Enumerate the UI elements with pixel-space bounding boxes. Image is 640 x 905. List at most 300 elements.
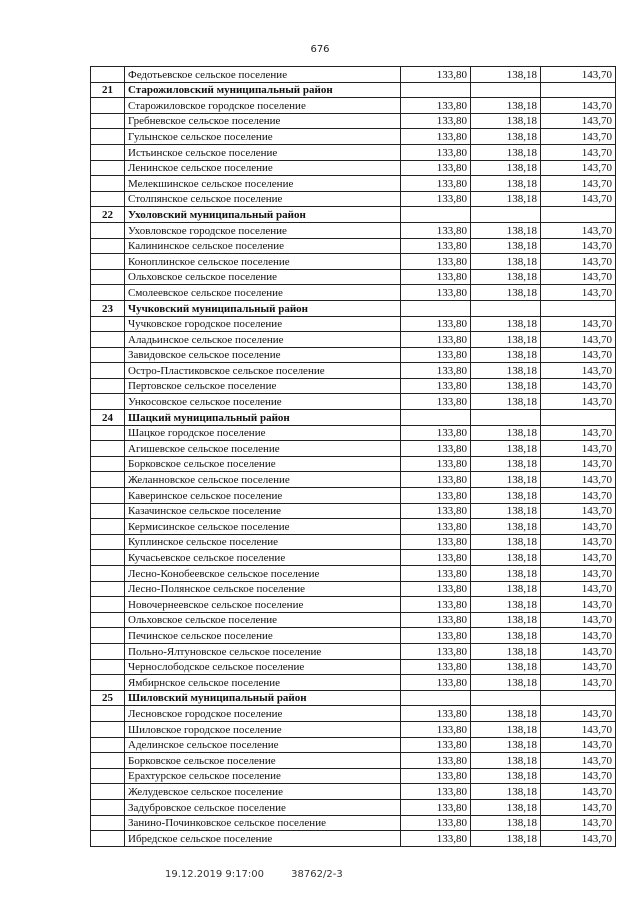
row-name-cell: Борковское сельское поселение <box>125 456 401 472</box>
row-value-2-cell: 138,18 <box>471 98 541 114</box>
row-value-1-cell: 133,80 <box>401 316 471 332</box>
table-row <box>91 144 616 160</box>
row-value-1-cell: 133,80 <box>401 706 471 722</box>
row-name-cell: Калининское сельское поселение <box>125 238 401 254</box>
row-value-2-cell: 138,18 <box>471 799 541 815</box>
row-value-2-cell: 138,18 <box>471 831 541 847</box>
row-name-cell: Аладьинское сельское поселение <box>125 332 401 348</box>
row-value-3-cell: 143,70 <box>541 144 616 160</box>
row-value-1-cell: 133,80 <box>401 394 471 410</box>
row-value-1-cell: 133,80 <box>401 332 471 348</box>
row-number-cell: 24 <box>91 410 125 426</box>
table-row <box>91 129 616 145</box>
row-name-cell: Лесно-Полянское сельское поселение <box>125 581 401 597</box>
row-value-3-cell: 143,70 <box>541 597 616 613</box>
row-name-cell: Каверинское сельское поселение <box>125 488 401 504</box>
row-value-1-cell: 133,80 <box>401 222 471 238</box>
row-value-3-cell: 143,70 <box>541 332 616 348</box>
table-row <box>91 98 616 114</box>
row-value-2-cell: 138,18 <box>471 316 541 332</box>
row-value-3-cell: 143,70 <box>541 488 616 504</box>
row-value-1-cell: 133,80 <box>401 784 471 800</box>
row-number-cell <box>91 363 125 379</box>
row-number-cell <box>91 737 125 753</box>
row-value-2-cell: 138,18 <box>471 721 541 737</box>
row-name-cell: Старожиловское городское поселение <box>125 98 401 114</box>
table-row <box>91 425 616 441</box>
row-name-cell: Ленинское сельское поселение <box>125 160 401 176</box>
table-row <box>91 472 616 488</box>
row-value-3-cell <box>541 82 616 98</box>
table-row <box>91 659 616 675</box>
row-value-2-cell: 138,18 <box>471 285 541 301</box>
table-row <box>91 519 616 535</box>
row-number-cell <box>91 144 125 160</box>
row-number-cell <box>91 628 125 644</box>
row-number-cell <box>91 815 125 831</box>
row-name-cell: Желудевское сельское поселение <box>125 784 401 800</box>
row-value-2-cell: 138,18 <box>471 612 541 628</box>
row-value-1-cell: 133,80 <box>401 176 471 192</box>
footer <box>165 869 343 880</box>
row-number-cell: 22 <box>91 207 125 223</box>
table-row <box>91 721 616 737</box>
row-value-2-cell: 138,18 <box>471 160 541 176</box>
row-value-3-cell: 143,70 <box>541 643 616 659</box>
row-value-1-cell: 133,80 <box>401 628 471 644</box>
row-value-3-cell: 143,70 <box>541 347 616 363</box>
row-value-3-cell: 143,70 <box>541 129 616 145</box>
row-number-cell <box>91 222 125 238</box>
row-number-cell <box>91 768 125 784</box>
row-value-2-cell: 138,18 <box>471 737 541 753</box>
row-number-cell <box>91 519 125 535</box>
table-row <box>91 597 616 613</box>
row-value-2-cell: 138,18 <box>471 394 541 410</box>
table-row <box>91 332 616 348</box>
table-row <box>91 222 616 238</box>
row-value-1-cell: 133,80 <box>401 378 471 394</box>
table-row <box>91 550 616 566</box>
row-value-2-cell: 138,18 <box>471 472 541 488</box>
table-row <box>91 737 616 753</box>
row-number-cell <box>91 550 125 566</box>
row-value-3-cell: 143,70 <box>541 784 616 800</box>
row-number-cell <box>91 129 125 145</box>
row-value-3-cell: 143,70 <box>541 222 616 238</box>
table-row <box>91 441 616 457</box>
row-value-3-cell: 143,70 <box>541 737 616 753</box>
row-value-1-cell <box>401 300 471 316</box>
row-value-3-cell: 143,70 <box>541 160 616 176</box>
row-value-2-cell: 138,18 <box>471 191 541 207</box>
row-value-3-cell: 143,70 <box>541 519 616 535</box>
row-value-1-cell: 133,80 <box>401 721 471 737</box>
row-number-cell <box>91 659 125 675</box>
row-value-3-cell: 143,70 <box>541 753 616 769</box>
district-row <box>91 82 616 98</box>
row-name-cell: Чучковский муниципальный район <box>125 300 401 316</box>
row-value-3-cell: 143,70 <box>541 191 616 207</box>
row-value-2-cell: 138,18 <box>471 815 541 831</box>
table-row <box>91 347 616 363</box>
row-value-3-cell: 143,70 <box>541 98 616 114</box>
table-row <box>91 113 616 129</box>
row-name-cell: Задубровское сельское поселение <box>125 799 401 815</box>
row-name-cell: Занино-Починковское сельское поселение <box>125 815 401 831</box>
table-row <box>91 799 616 815</box>
row-number-cell <box>91 831 125 847</box>
row-value-1-cell: 133,80 <box>401 113 471 129</box>
row-number-cell <box>91 269 125 285</box>
row-name-cell: Чучковское городское поселение <box>125 316 401 332</box>
row-name-cell: Агишевское сельское поселение <box>125 441 401 457</box>
table-row <box>91 160 616 176</box>
row-value-2-cell: 138,18 <box>471 643 541 659</box>
row-value-1-cell: 133,80 <box>401 815 471 831</box>
row-name-cell: Ункосовское сельское поселение <box>125 394 401 410</box>
row-value-1-cell: 133,80 <box>401 799 471 815</box>
row-number-cell <box>91 472 125 488</box>
page-number: 676 <box>310 44 330 55</box>
row-value-2-cell: 138,18 <box>471 113 541 129</box>
table-row <box>91 768 616 784</box>
row-value-2-cell: 138,18 <box>471 378 541 394</box>
row-name-cell: Шиловский муниципальный район <box>125 690 401 706</box>
row-value-1-cell: 133,80 <box>401 425 471 441</box>
row-value-3-cell: 143,70 <box>541 768 616 784</box>
row-value-3-cell: 143,70 <box>541 815 616 831</box>
row-value-2-cell <box>471 82 541 98</box>
row-value-2-cell: 138,18 <box>471 67 541 83</box>
table-row <box>91 238 616 254</box>
row-number-cell <box>91 597 125 613</box>
row-number-cell <box>91 706 125 722</box>
table-row <box>91 285 616 301</box>
row-number-cell <box>91 98 125 114</box>
row-number-cell <box>91 316 125 332</box>
row-name-cell: Федотьевское сельское поселение <box>125 67 401 83</box>
table-row <box>91 628 616 644</box>
row-name-cell: Печинское сельское поселение <box>125 628 401 644</box>
row-value-3-cell: 143,70 <box>541 176 616 192</box>
row-value-2-cell <box>471 300 541 316</box>
row-name-cell: Куплинское сельское поселение <box>125 534 401 550</box>
row-number-cell <box>91 456 125 472</box>
row-value-3-cell: 143,70 <box>541 721 616 737</box>
row-name-cell: Казачинское сельское поселение <box>125 503 401 519</box>
row-name-cell: Желанновское сельское поселение <box>125 472 401 488</box>
row-number-cell <box>91 425 125 441</box>
row-value-1-cell: 133,80 <box>401 659 471 675</box>
row-value-2-cell: 138,18 <box>471 566 541 582</box>
table-row <box>91 706 616 722</box>
row-name-cell: Кучасьевское сельское поселение <box>125 550 401 566</box>
row-value-1-cell: 133,80 <box>401 503 471 519</box>
row-number-cell <box>91 441 125 457</box>
row-name-cell: Ибредское сельское поселение <box>125 831 401 847</box>
row-number-cell <box>91 238 125 254</box>
row-number-cell <box>91 612 125 628</box>
row-value-1-cell: 133,80 <box>401 144 471 160</box>
table-row <box>91 191 616 207</box>
row-number-cell <box>91 285 125 301</box>
row-name-cell: Мелекшинское сельское поселение <box>125 176 401 192</box>
row-value-3-cell: 143,70 <box>541 566 616 582</box>
row-number-cell <box>91 581 125 597</box>
row-number-cell <box>91 160 125 176</box>
row-value-3-cell <box>541 410 616 426</box>
row-value-1-cell: 133,80 <box>401 675 471 691</box>
row-value-2-cell: 138,18 <box>471 519 541 535</box>
table-row <box>91 534 616 550</box>
row-number-cell <box>91 721 125 737</box>
tariff-table <box>90 66 616 847</box>
row-number-cell <box>91 176 125 192</box>
row-value-3-cell: 143,70 <box>541 113 616 129</box>
row-value-2-cell: 138,18 <box>471 534 541 550</box>
row-value-1-cell: 133,80 <box>401 269 471 285</box>
row-value-1-cell: 133,80 <box>401 98 471 114</box>
row-number-cell <box>91 394 125 410</box>
row-value-1-cell: 133,80 <box>401 160 471 176</box>
row-value-1-cell: 133,80 <box>401 129 471 145</box>
row-name-cell: Завидовское сельское поселение <box>125 347 401 363</box>
row-value-3-cell: 143,70 <box>541 550 616 566</box>
table-row <box>91 831 616 847</box>
row-name-cell: Коноплинское сельское поселение <box>125 254 401 270</box>
table-row <box>91 316 616 332</box>
row-value-3-cell: 143,70 <box>541 534 616 550</box>
row-number-cell <box>91 191 125 207</box>
footer-doc-id: 38762/2-3 <box>291 869 343 880</box>
table-row <box>91 753 616 769</box>
row-value-2-cell: 138,18 <box>471 222 541 238</box>
row-value-1-cell: 133,80 <box>401 238 471 254</box>
row-value-2-cell: 138,18 <box>471 363 541 379</box>
row-number-cell <box>91 503 125 519</box>
row-value-2-cell: 138,18 <box>471 659 541 675</box>
row-value-2-cell: 138,18 <box>471 456 541 472</box>
row-value-1-cell: 133,80 <box>401 67 471 83</box>
row-name-cell: Гулынское сельское поселение <box>125 129 401 145</box>
table-row <box>91 815 616 831</box>
row-value-2-cell <box>471 410 541 426</box>
row-value-3-cell <box>541 300 616 316</box>
table-row <box>91 378 616 394</box>
row-value-1-cell <box>401 690 471 706</box>
table-row <box>91 784 616 800</box>
row-value-2-cell: 138,18 <box>471 706 541 722</box>
row-name-cell: Пертовское сельское поселение <box>125 378 401 394</box>
row-value-1-cell: 133,80 <box>401 347 471 363</box>
row-name-cell: Шиловское городское поселение <box>125 721 401 737</box>
row-value-2-cell: 138,18 <box>471 269 541 285</box>
table-row <box>91 581 616 597</box>
row-value-2-cell: 138,18 <box>471 550 541 566</box>
row-value-1-cell: 133,80 <box>401 285 471 301</box>
table-row <box>91 566 616 582</box>
row-value-1-cell: 133,80 <box>401 612 471 628</box>
row-value-1-cell <box>401 82 471 98</box>
row-value-3-cell: 143,70 <box>541 425 616 441</box>
row-value-2-cell: 138,18 <box>471 675 541 691</box>
row-value-1-cell: 133,80 <box>401 768 471 784</box>
row-value-3-cell: 143,70 <box>541 675 616 691</box>
table-row <box>91 456 616 472</box>
row-number-cell <box>91 67 125 83</box>
row-value-2-cell <box>471 207 541 223</box>
table-row <box>91 363 616 379</box>
row-name-cell: Аделинское сельское поселение <box>125 737 401 753</box>
row-number-cell: 21 <box>91 82 125 98</box>
row-value-1-cell: 133,80 <box>401 488 471 504</box>
row-value-3-cell: 143,70 <box>541 254 616 270</box>
row-value-1-cell: 133,80 <box>401 519 471 535</box>
row-name-cell: Уховловское городское поселение <box>125 222 401 238</box>
row-value-2-cell: 138,18 <box>471 176 541 192</box>
row-name-cell: Столпянское сельское поселение <box>125 191 401 207</box>
row-value-1-cell: 133,80 <box>401 550 471 566</box>
row-value-2-cell: 138,18 <box>471 238 541 254</box>
row-value-2-cell: 138,18 <box>471 597 541 613</box>
row-value-1-cell <box>401 410 471 426</box>
row-name-cell: Остро-Пластиковское сельское поселение <box>125 363 401 379</box>
row-value-2-cell: 138,18 <box>471 628 541 644</box>
row-number-cell <box>91 332 125 348</box>
row-name-cell: Ерахтурское сельское поселение <box>125 768 401 784</box>
row-value-2-cell: 138,18 <box>471 488 541 504</box>
row-value-2-cell: 138,18 <box>471 254 541 270</box>
row-value-1-cell <box>401 207 471 223</box>
row-value-2-cell: 138,18 <box>471 144 541 160</box>
district-row <box>91 300 616 316</box>
row-value-3-cell: 143,70 <box>541 581 616 597</box>
row-value-2-cell: 138,18 <box>471 332 541 348</box>
table-row <box>91 643 616 659</box>
table-row <box>91 612 616 628</box>
row-value-3-cell: 143,70 <box>541 285 616 301</box>
row-number-cell <box>91 566 125 582</box>
row-value-3-cell: 143,70 <box>541 441 616 457</box>
row-name-cell: Ухоловский муниципальный район <box>125 207 401 223</box>
row-value-2-cell: 138,18 <box>471 425 541 441</box>
row-name-cell: Истьинское сельское поселение <box>125 144 401 160</box>
row-value-3-cell: 143,70 <box>541 238 616 254</box>
row-name-cell: Ямбирнское сельское поселение <box>125 675 401 691</box>
row-value-2-cell <box>471 690 541 706</box>
row-value-2-cell: 138,18 <box>471 784 541 800</box>
row-value-1-cell: 133,80 <box>401 472 471 488</box>
row-number-cell <box>91 113 125 129</box>
row-value-1-cell: 133,80 <box>401 456 471 472</box>
row-value-2-cell: 138,18 <box>471 441 541 457</box>
table-row <box>91 503 616 519</box>
row-name-cell: Лесно-Конобеевское сельское поселение <box>125 566 401 582</box>
row-value-3-cell: 143,70 <box>541 363 616 379</box>
row-value-1-cell: 133,80 <box>401 191 471 207</box>
row-number-cell <box>91 799 125 815</box>
row-value-3-cell: 143,70 <box>541 316 616 332</box>
row-value-3-cell: 143,70 <box>541 628 616 644</box>
row-number-cell <box>91 378 125 394</box>
row-value-3-cell: 143,70 <box>541 472 616 488</box>
row-value-1-cell: 133,80 <box>401 363 471 379</box>
table-row <box>91 488 616 504</box>
table-row <box>91 176 616 192</box>
row-number-cell <box>91 488 125 504</box>
row-value-1-cell: 133,80 <box>401 597 471 613</box>
row-value-2-cell: 138,18 <box>471 347 541 363</box>
row-number-cell <box>91 784 125 800</box>
row-name-cell: Смолеевское сельское поселение <box>125 285 401 301</box>
row-name-cell: Шацкое городское поселение <box>125 425 401 441</box>
row-number-cell <box>91 675 125 691</box>
row-value-1-cell: 133,80 <box>401 643 471 659</box>
row-number-cell <box>91 753 125 769</box>
table-row <box>91 394 616 410</box>
row-name-cell: Ольховское сельское поселение <box>125 269 401 285</box>
row-name-cell: Ольховское сельское поселение <box>125 612 401 628</box>
district-row <box>91 207 616 223</box>
row-value-3-cell: 143,70 <box>541 612 616 628</box>
row-name-cell: Старожиловский муниципальный район <box>125 82 401 98</box>
row-value-2-cell: 138,18 <box>471 581 541 597</box>
row-number-cell <box>91 643 125 659</box>
table-row <box>91 675 616 691</box>
row-value-3-cell <box>541 207 616 223</box>
row-value-1-cell: 133,80 <box>401 831 471 847</box>
row-name-cell: Кермисинское сельское поселение <box>125 519 401 535</box>
row-name-cell: Новочернеевское сельское поселение <box>125 597 401 613</box>
row-value-1-cell: 133,80 <box>401 581 471 597</box>
row-value-1-cell: 133,80 <box>401 441 471 457</box>
row-value-2-cell: 138,18 <box>471 129 541 145</box>
row-value-2-cell: 138,18 <box>471 753 541 769</box>
row-value-1-cell: 133,80 <box>401 534 471 550</box>
row-value-3-cell: 143,70 <box>541 831 616 847</box>
row-name-cell: Борковское сельское поселение <box>125 753 401 769</box>
district-row <box>91 690 616 706</box>
row-value-3-cell: 143,70 <box>541 269 616 285</box>
district-row <box>91 410 616 426</box>
row-value-3-cell <box>541 690 616 706</box>
row-value-1-cell: 133,80 <box>401 737 471 753</box>
row-number-cell <box>91 347 125 363</box>
row-value-3-cell: 143,70 <box>541 394 616 410</box>
row-value-3-cell: 143,70 <box>541 706 616 722</box>
row-name-cell: Польно-Ялтуновское сельское поселение <box>125 643 401 659</box>
row-value-3-cell: 143,70 <box>541 799 616 815</box>
row-number-cell: 23 <box>91 300 125 316</box>
table-body <box>91 67 616 847</box>
row-value-1-cell: 133,80 <box>401 566 471 582</box>
row-value-1-cell: 133,80 <box>401 254 471 270</box>
row-name-cell: Шацкий муниципальный район <box>125 410 401 426</box>
row-value-2-cell: 138,18 <box>471 768 541 784</box>
row-value-1-cell: 133,80 <box>401 753 471 769</box>
row-name-cell: Гребневское сельское поселение <box>125 113 401 129</box>
row-value-3-cell: 143,70 <box>541 659 616 675</box>
table-row <box>91 269 616 285</box>
row-name-cell: Лесновское городское поселение <box>125 706 401 722</box>
row-value-3-cell: 143,70 <box>541 503 616 519</box>
row-number-cell <box>91 254 125 270</box>
row-number-cell: 25 <box>91 690 125 706</box>
table-row <box>91 67 616 83</box>
row-number-cell <box>91 534 125 550</box>
row-value-3-cell: 143,70 <box>541 378 616 394</box>
